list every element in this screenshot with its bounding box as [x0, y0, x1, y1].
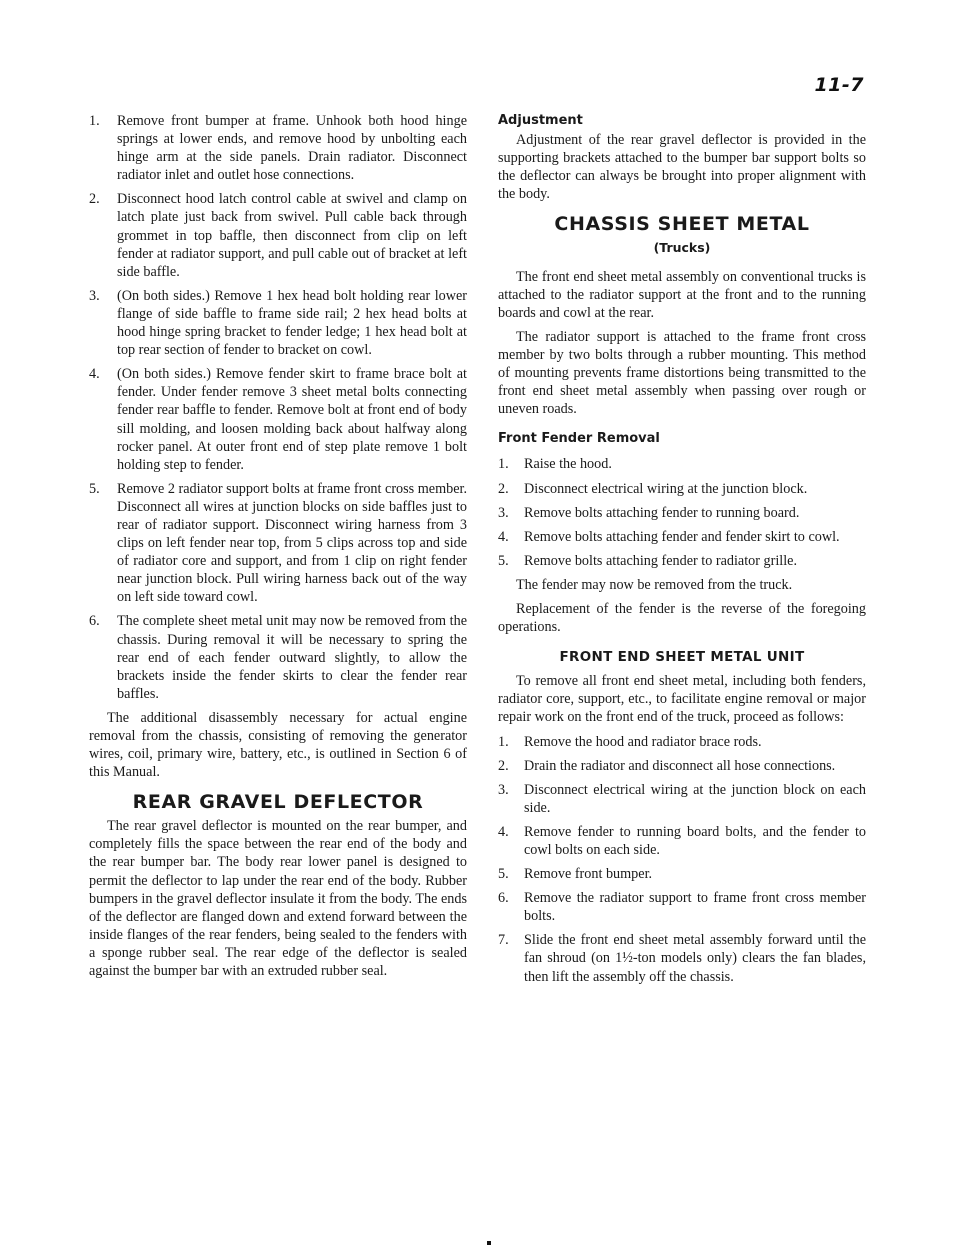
- right-column: [498, 112, 866, 992]
- step-text: Remove bolts attaching fender to radiator grille.: [524, 552, 798, 569]
- list-item: [498, 781, 866, 817]
- list-item: [498, 889, 866, 925]
- step-number: 2.: [498, 480, 509, 497]
- step-text: Remove bolts attaching fender and fender skirt to cowl.: [524, 528, 840, 545]
- list-item: [498, 931, 866, 985]
- step-text: Disconnect electrical wiring at the junction block on each side.: [524, 781, 866, 816]
- step-text: Remove 2 radiator support bolts at frame front cross member. Disconnect all wires at junction blocks on side baffles just to rear of radiator support. Disconnect wiring harness from 3 clips on left fender near top, from 5 clips across top and side of radiator core and support, and from 1 clip on right fender near junction block. Pull wiring harness back out of the way on left side toward cowl.: [117, 480, 467, 606]
- scan-speck: [487, 1241, 491, 1245]
- list-item: [498, 823, 866, 859]
- front-end-sheet-metal-unit-heading: FRONT END SHEET METAL UNIT: [559, 649, 805, 666]
- step-text: Remove front bumper.: [524, 866, 653, 883]
- step-text: (On both sides.) Remove fender skirt to frame brace bolt at fender. Under fender remove 3 sheet metal bolts connecting fender rear baffle to fender. Remove bolt at front end of body sill molding, and loosen molding back about halfway along rocker panel. At outer front end of step plate remove 1 bolt holding step to fender.: [117, 366, 467, 473]
- step-number: 5.: [498, 866, 509, 883]
- engine-removal-note: The additional disassembly necessary for actual engine removal from the chassis, consisting of removing the generator wires, coil, primary wire, battery, etc., is outlined in Section 6 of this Manual.: [89, 709, 467, 781]
- list-item: [89, 287, 467, 359]
- step-number: 3.: [89, 287, 100, 304]
- step-text: Remove front bumper at frame. Unhook both hood hinge springs at lower ends, and remove hood by unbolting each hinge arm at the side panels. Drain radiator. Disconnect radiator inlet and outlet hose connections.: [117, 113, 467, 184]
- step-text: Remove bolts attaching fender to running board.: [524, 504, 800, 521]
- step-number: 3.: [498, 781, 509, 798]
- step-number: 3.: [498, 504, 509, 521]
- list-item: [498, 552, 866, 570]
- list-item: [498, 480, 866, 498]
- chassis-sheet-metal-heading: CHASSIS SHEET METAL: [554, 213, 810, 236]
- left-column: [89, 112, 467, 986]
- step-text: Remove the radiator support to frame front cross member bolts.: [524, 890, 866, 925]
- list-item: [89, 365, 467, 474]
- step-number: 1.: [89, 113, 100, 129]
- adjustment-heading: Adjustment: [498, 113, 583, 128]
- rear-gravel-deflector-heading: REAR GRAVEL DEFLECTOR: [132, 791, 424, 814]
- front-end-unit-steps: [498, 733, 866, 986]
- list-item: [498, 528, 866, 546]
- page-number: 11-7: [814, 74, 864, 96]
- list-item: [498, 504, 866, 522]
- list-item: [89, 480, 467, 607]
- step-number: 5.: [498, 552, 509, 569]
- list-item: [498, 757, 866, 775]
- step-text: Disconnect hood latch control cable at swivel and clamp on latch plate just back from swivel. Pull cable back through grommet in top baffle, then disconnect from clip on left fender at radiator support, and pull cable out of bracket at left side baffle.: [117, 191, 467, 280]
- step-number: 6.: [89, 613, 100, 630]
- list-item: [89, 190, 467, 280]
- list-item: [498, 865, 866, 883]
- step-number: 2.: [498, 757, 509, 774]
- step-number: 1.: [498, 733, 509, 750]
- step-number: 1.: [498, 456, 509, 473]
- step-text: The complete sheet metal unit may now be removed from the chassis. During removal it will be necessary to spring the rear end of each fender outward slightly, to allow the brackets inside the fender skirts to clear the fender rear baffles.: [117, 613, 467, 702]
- chassis-paragraph: The front end sheet metal assembly on conventional trucks is attached to the radiator support at the front and to the running boards and cowl at the rear.: [498, 268, 866, 321]
- rear-gravel-deflector-paragraph: The rear gravel deflector is mounted on the rear bumper, and completely fills the space between the rear end of the body and the rear bumper bar. The body rear lower panel is designed to permit the deflector to lap under the rear end of the body. Rubber bumpers in the gravel deflector insulate it from the body. The ends of the deflector are flanged down and extend forward between the inside flanges of the rear fenders, being sealed to the fenders with a sponge rubber seal. The rear edge of the deflector is sealed against the bumper bar with an extruded rubber seal.: [89, 818, 467, 980]
- step-text: Slide the front end sheet metal assembly forward until the fan shroud (on 1½-ton models only) clears the fan blades, then lift the assembly off the chassis.: [524, 932, 866, 985]
- list-item: [89, 612, 467, 702]
- step-number: 4.: [498, 528, 509, 545]
- fender-removal-note: The fender may now be removed from the truck.: [516, 576, 793, 593]
- step-number: 5.: [89, 480, 100, 497]
- step-number: 7.: [498, 932, 509, 949]
- step-number: 4.: [498, 823, 509, 840]
- chassis-paragraph: The radiator support is attached to the frame front cross member by two bolts through a rubber mounting. This method of mounting prevents frame distortions being transmitted to the front end sheet metal assembly when passing over rough or uneven roads.: [498, 328, 866, 418]
- step-text: Disconnect electrical wiring at the junction block.: [524, 480, 808, 497]
- chassis-sheet-metal-subtitle: (Trucks): [653, 240, 711, 256]
- step-number: 6.: [498, 890, 509, 907]
- step-text: Remove the hood and radiator brace rods.: [524, 733, 762, 750]
- step-number: 4.: [89, 366, 100, 383]
- step-text: Drain the radiator and disconnect all hose connections.: [524, 757, 836, 774]
- step-text: Raise the hood.: [524, 456, 612, 473]
- list-item: [498, 455, 866, 473]
- step-number: 2.: [89, 191, 100, 208]
- engine-removal-steps: [89, 112, 467, 703]
- front-end-unit-intro: To remove all front end sheet metal, including both fenders, radiator core, support, etc., to facilitate engine removal or major repair work on the front end of the truck, proceed as follows:: [498, 673, 866, 726]
- front-fender-removal-steps: [498, 455, 866, 569]
- list-item: [498, 733, 866, 751]
- step-text: Remove fender to running board bolts, and the fender to cowl bolts on each side.: [524, 823, 866, 858]
- adjustment-paragraph: Adjustment of the rear gravel deflector is provided in the supporting brackets attached to the bumper bar support bolts so the deflector can always be brought into proper alignment with the body.: [498, 132, 866, 203]
- list-item: [89, 112, 467, 184]
- step-text: (On both sides.) Remove 1 hex head bolt holding rear lower flange of side baffle to frame side rail; 2 hex head bolts at hood hinge spring bracket to fender ledge; 1 hex head bolt at top rear section of fender to bracket on cowl.: [117, 287, 467, 359]
- fender-replacement-note: Replacement of the fender is the reverse of the foregoing operations.: [498, 600, 866, 636]
- front-fender-removal-heading: Front Fender Removal: [498, 431, 660, 447]
